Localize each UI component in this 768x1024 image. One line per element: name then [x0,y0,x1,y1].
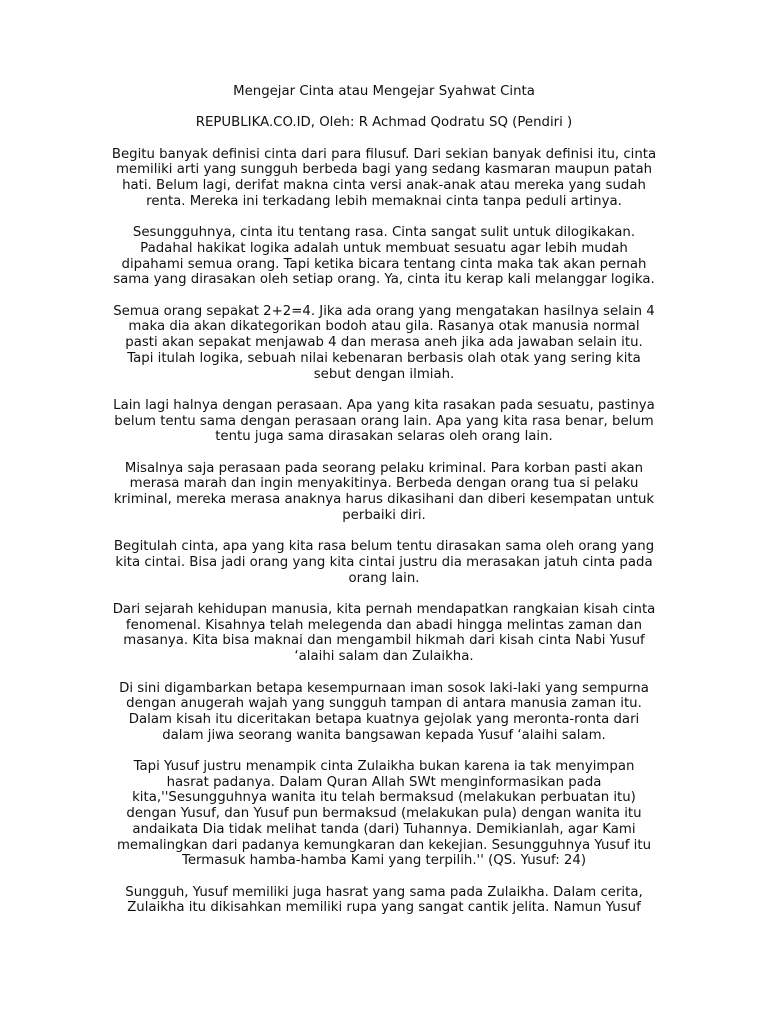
paragraph: Semua orang sepakat 2+2=4. Jika ada orang yang mengatakan hasilnya selain 4 maka dia akan dikategorikan bodoh atau gila. Rasanya otak manusia normal pasti akan sepakat menjawab 4 dan merasa aneh jika ada jawaban selain itu. Tapi itulah logika, sebuah nilai kebenaran berbasis olah otak yang sering kita sebut dengan ilmiah. [113,303,655,382]
paragraph: Begitu banyak definisi cinta dari para filusuf. Dari sekian banyak definisi itu, cinta memiliki arti yang sungguh berbeda bagi yang sedang kasmaran maupun patah hati. Belum lagi, derifat makna cinta versi anak-anak atau mereka yang sudah renta. Mereka ini terkadang lebih memaknai cinta tanpa peduli artinya. [111,146,657,209]
paragraph: Di sini digambarkan betapa kesempurnaan iman sosok laki-laki yang sempurna dengan anugerah wajah yang sungguh tampan di antara manusia zaman itu. Dalam kisah itu diceritakan betapa kuatnya gejolak yang meronta-ronta dari dalam jiwa seorang wanita bangsawan kepada Yusuf ‘alaihi salam. [119,680,649,743]
document-page [88,84,680,932]
paragraph: Misalnya saja perasaan pada seorang pelaku kriminal. Para korban pasti akan merasa marah dan ingin menyakitinya. Berbeda dengan orang tua si pelaku kriminal, mereka merasa anaknya harus dikasihani dan diberi kesempatan untuk perbaiki diri. [113,460,655,523]
paragraph: Dari sejarah kehidupan manusia, kita pernah mendapatkan rangkaian kisah cinta fenomenal. Kisahnya telah melegenda dan abadi hingga melintas zaman dan masanya. Kita bisa maknai dan mengambil hikmah dari kisah cinta Nabi Yusuf ‘alaihi salam dan Zulaikha. [112,602,656,665]
byline: REPUBLIKA.CO.ID, Oleh: R Achmad Qodratu SQ (Pendiri ) [195,115,573,131]
paragraph: Sesungguhnya, cinta itu tentang rasa. Cinta sangat sulit untuk dilogikakan. Padahal hakikat logika adalah untuk membuat sesuatu agar lebih mudah dipahami semua orang. Tapi ketika bicara tentang cinta maka tak akan pernah sama yang dirasakan oleh setiap orang. Ya, cinta itu kerap kali melanggar logika. [113,225,655,288]
document-title: Mengejar Cinta atau Mengejar Syahwat Cinta [233,84,535,99]
paragraph: Begitulah cinta, apa yang kita rasa belum tentu dirasakan sama oleh orang yang kita cintai. Bisa jadi orang yang kita cintai justru dia merasakan jatuh cinta pada orang lain. [113,539,655,586]
paragraph: Lain lagi halnya dengan perasaan. Apa yang kita rasakan pada sesuatu, pastinya belum tentu sama dengan perasaan orang lain. Apa yang kita rasa benar, belum tentu juga sama dirasakan selaras oleh orang lain. [113,397,655,445]
paragraph: Tapi Yusuf justru menampik cinta Zulaikha bukan karena ia tak menyimpan hasrat padanya. Dalam Quran Allah SWt menginformasikan pada kita,''Sesungguhnya wanita itu telah bermaksud (melakukan perbuatan itu) dengan Yusuf, dan Yusuf pun bermaksud (melakukan pula) dengan wanita itu andaikata Dia tidak melihat tanda (dari) Tuhannya. Demikianlah, agar Kami memalingkan dari padanya kemungkaran dan kekejian. Sesungguhnya Yusuf itu Termasuk hamba-hamba Kami yang terpilih.'' (QS. Yusuf: 24) [116,759,652,869]
paragraph: Sungguh, Yusuf memiliki juga hasrat yang sama pada Zulaikha. Dalam cerita, Zulaikha itu dikisahkan memiliki rupa yang sangat cantik jelita. Namun Yusuf [125,884,643,916]
